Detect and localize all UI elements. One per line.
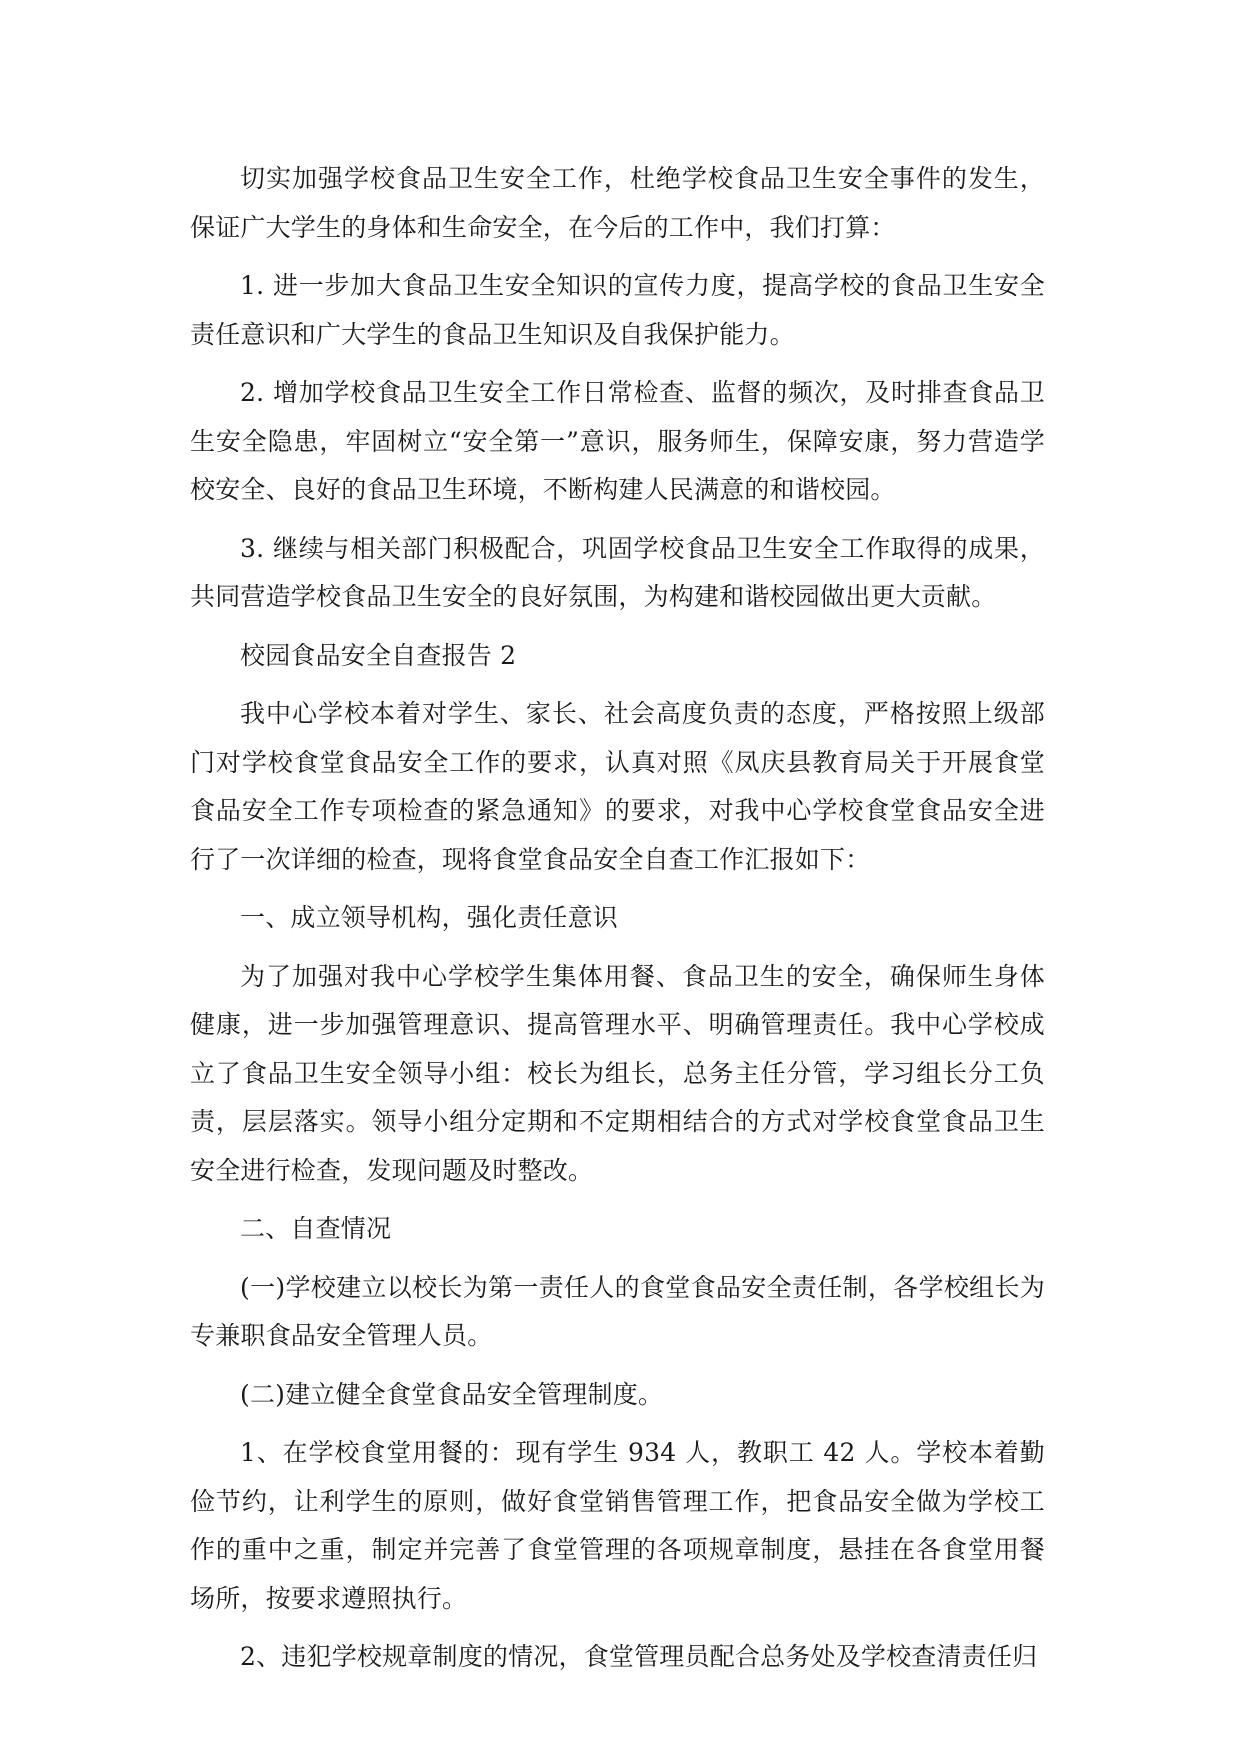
paragraph-subsection-2: (二)建立健全食堂食品安全管理制度。 [240,1379,664,1409]
paragraph-report-intro: 我中心学校本着对学生、家长、社会高度负责的态度，严格按照上级部门对学校食堂食品安全工作的要求，认真对照《凤庆县教育局关于开展食堂食品安全工作专项检查的紧急通知》的要求，对我中心学校食堂食品安全进行了一次详细的检查，现将食堂食品安全自查工作汇报如下： [190,699,1045,874]
paragraph-leadership: 为了加强对我中心学校学生集体用餐、食品卫生的安全，确保师生身体健康，进一步加强管理意识、提高管理水平、明确管理责任。我中心学校成立了食品卫生安全领导小组：校长为组长，总务主任分管，学习组长分工负责，层层落实。领导小组分定期和不定期相结合的方式对学校食堂食品卫生安全进行检查，发现问题及时整改。 [190,961,1045,1185]
section-heading-1: 一、成立领导机构，强化责任意识 [240,903,619,932]
paragraph-subsection-1: (一)学校建立以校长为第一责任人的食堂食品安全责任制，各学校组长为专兼职食品安全管理人员。 [190,1272,1045,1350]
paragraph-intro: 切实加强学校食品卫生安全工作，杜绝学校食品卫生安全事件的发生，保证广大学生的身体和生命安全，在今后的工作中，我们打算： [190,164,1045,242]
paragraph-plan-3: 3. 继续与相关部门积极配合，巩固学校食品卫生安全工作取得的成果，共同营造学校食品卫生安全的良好氛围，为构建和谐校园做出更大贡献。 [190,533,1045,611]
paragraph-item-2: 2、违犯学校规章制度的情况，食堂管理员配合总务处及学校查清责任归 [240,1642,1038,1671]
report-title: 校园食品安全自查报告 2 [240,640,517,670]
paragraph-item-1: 1、在学校食堂用餐的：现有学生 934 人，教职工 42 人。学校本着勤俭节约，让利学生的原则，做好食堂销售管理工作，把食品安全做为学校工作的重中之重，制定并完善了食堂管理的各项规章制度，悬挂在各食堂用餐场所，按要求遵照执行。 [190,1438,1045,1613]
section-heading-2: 二、自查情况 [240,1214,392,1243]
paragraph-plan-1: 1. 进一步加大食品卫生安全知识的宣传力度，提高学校的食品卫生安全责任意识和广大学生的食品卫生知识及自我保护能力。 [190,271,1045,349]
document-body [190,155,1045,1682]
paragraph-plan-2: 2. 增加学校食品卫生安全工作日常检查、监督的频次，及时排查食品卫生安全隐患，牢固树立“安全第一”意识，服务师生，保障安康，努力营造学校安全、良好的食品卫生环境，不断构建人民满意的和谐校园。 [190,378,1045,504]
